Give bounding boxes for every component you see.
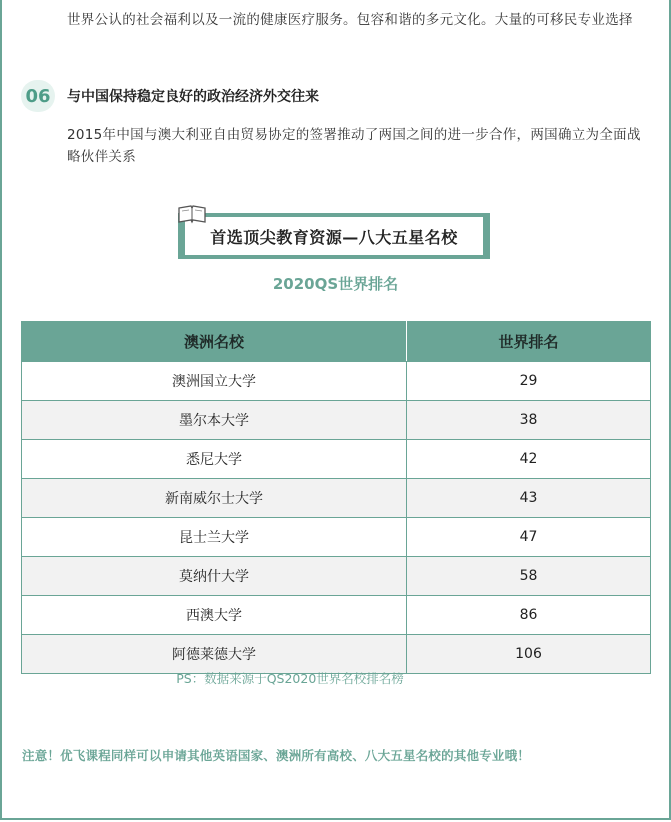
section-body: 2015年中国与澳大利亚自由贸易协定的签署推动了两国之间的进一步合作，两国确立为全面战略伙伴关系: [67, 127, 641, 165]
column-header: 澳洲名校: [22, 322, 407, 362]
university-name: 西澳大学: [22, 596, 407, 635]
section-number-badge: 06: [21, 80, 55, 112]
book-icon: [177, 202, 207, 224]
world-rank: 58: [407, 557, 651, 596]
table-row: [22, 362, 651, 401]
ranking-subtitle: 2020QS世界排名: [272, 275, 399, 293]
table-header-row: [22, 322, 651, 362]
table-row: [22, 557, 651, 596]
ranking-table: [21, 321, 651, 674]
university-name: 悉尼大学: [22, 440, 407, 479]
university-name: 墨尔本大学: [22, 401, 407, 440]
table-row: [22, 635, 651, 674]
university-name: 新南威尔士大学: [22, 479, 407, 518]
table-row: [22, 440, 651, 479]
data-source-note: PS：数据来源于QS2020世界名校排名榜: [176, 671, 404, 686]
university-name: 昆士兰大学: [22, 518, 407, 557]
world-rank: 42: [407, 440, 651, 479]
column-header: 世界排名: [407, 322, 651, 362]
notice-text: 注意！优飞课程同样可以申请其他英语国家、澳洲所有高校、八大五星名校的其他专业哦！: [22, 748, 531, 763]
world-rank: 38: [407, 401, 651, 440]
world-rank: 29: [407, 362, 651, 401]
intro-paragraph: 世界公认的社会福利以及一流的健康医疗服务。包容和谐的多元文化。大量的可移民专业选择: [67, 12, 633, 28]
table-row: [22, 479, 651, 518]
university-name: 澳洲国立大学: [22, 362, 407, 401]
section-heading: 与中国保持稳定良好的政治经济外交往来: [67, 89, 319, 105]
world-rank: 47: [407, 518, 651, 557]
world-rank: 106: [407, 635, 651, 674]
table-row: [22, 401, 651, 440]
table-row: [22, 518, 651, 557]
page-title: 首选顶尖教育资源—八大五星名校: [185, 217, 483, 255]
university-name: 阿德莱德大学: [22, 635, 407, 674]
table-row: [22, 596, 651, 635]
university-name: 莫纳什大学: [22, 557, 407, 596]
world-rank: 86: [407, 596, 651, 635]
world-rank: 43: [407, 479, 651, 518]
